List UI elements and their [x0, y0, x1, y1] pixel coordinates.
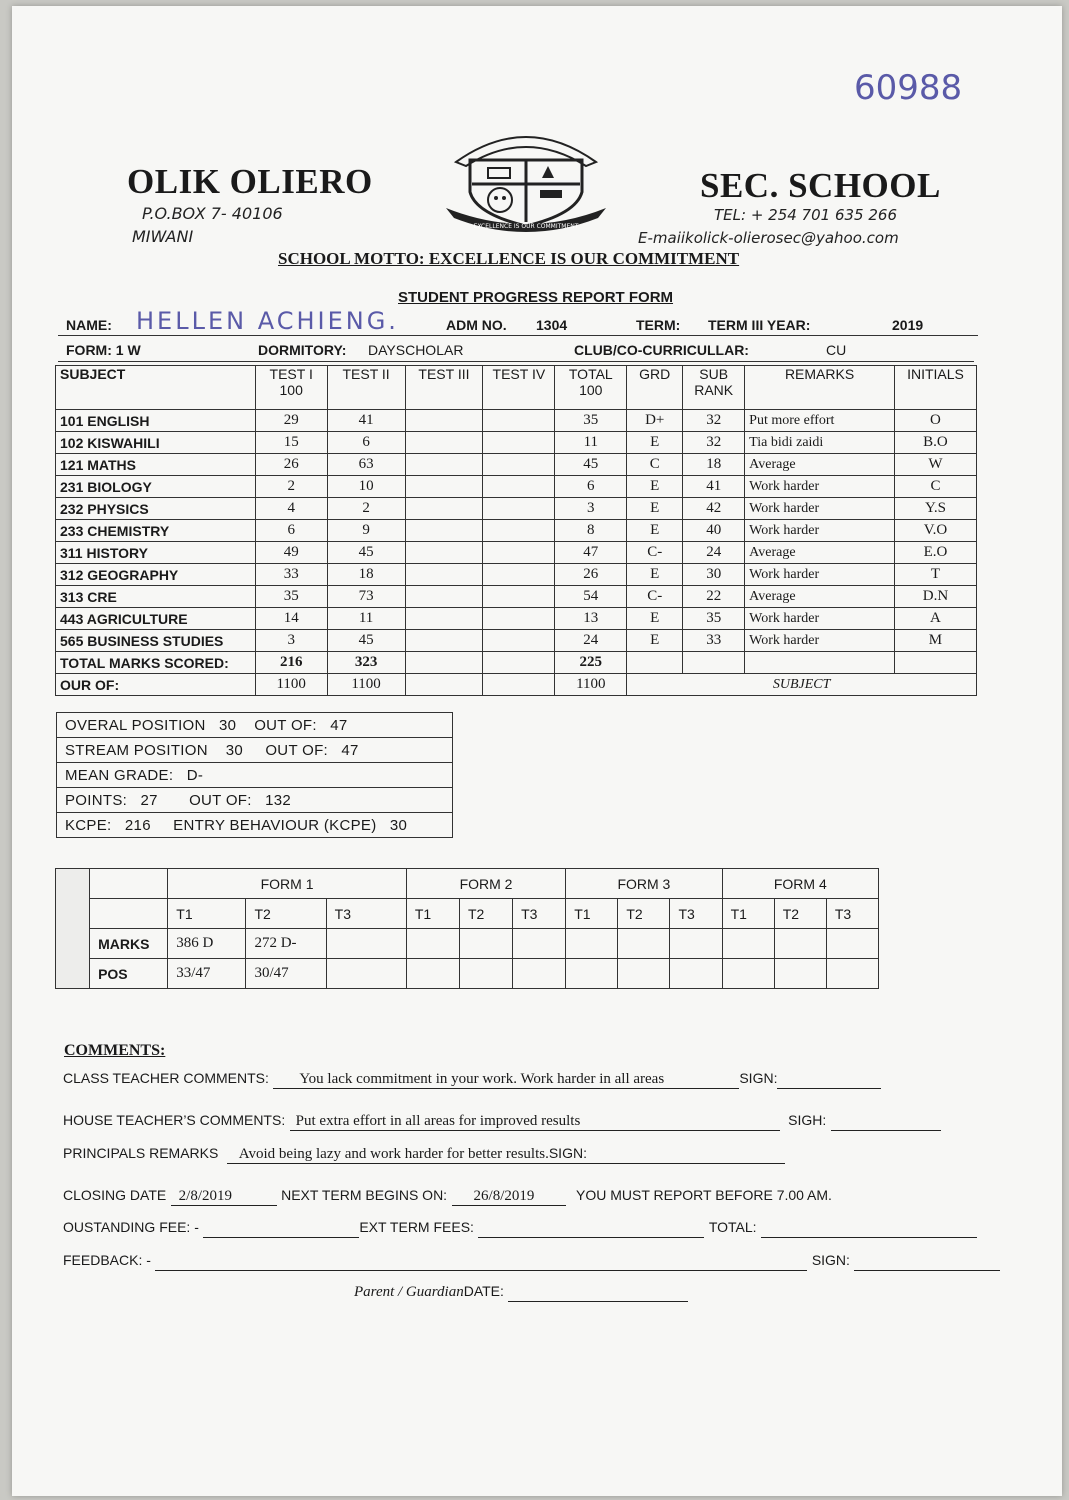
stream-position: STREAM POSITION 30 OUT OF: 47 — [57, 738, 453, 763]
table-row — [56, 542, 977, 564]
adm-label: ADM NO. — [446, 317, 507, 333]
class-teacher-label: CLASS TEACHER COMMENTS: — [63, 1070, 269, 1086]
initials-cell: E.O — [894, 542, 976, 564]
outof-label: OUR OF: — [56, 674, 256, 696]
term-header: T1 — [168, 899, 246, 929]
school-name-right: SEC. SCHOOL — [700, 166, 941, 205]
table-row — [56, 586, 977, 608]
points: POINTS: 27 OUT OF: 132 — [57, 788, 453, 813]
subject-cell: 313 CRE — [56, 586, 256, 608]
test4-cell — [483, 586, 555, 608]
test4-cell — [483, 454, 555, 476]
totals-label: TOTAL MARKS SCORED: — [56, 652, 256, 674]
totals-row — [56, 652, 977, 674]
test4-cell — [483, 432, 555, 454]
header-initials: INITIALS — [894, 366, 976, 410]
subject-cell: 311 HISTORY — [56, 542, 256, 564]
test2-cell: 45 — [327, 542, 405, 564]
outof-row — [56, 674, 977, 696]
test3-cell — [405, 542, 483, 564]
total-label: TOTAL: — [708, 1219, 757, 1235]
outof-total: 1100 — [555, 674, 627, 696]
house-teacher-comment: Put extra effort in all areas for improved results — [290, 1113, 780, 1131]
marks-table — [55, 365, 977, 696]
grade-cell: E — [627, 608, 683, 630]
subject-cell: 233 CHEMISTRY — [56, 520, 256, 542]
remarks-cell: Work harder — [745, 476, 895, 498]
remarks-cell: Work harder — [745, 564, 895, 586]
test2-cell: 2 — [327, 498, 405, 520]
feedback-sign: SIGN: — [811, 1252, 850, 1268]
term-header: T3 — [826, 899, 878, 929]
dates-row — [63, 1187, 1023, 1206]
test3-cell — [405, 432, 483, 454]
subject-cell: 443 AGRICULTURE — [56, 608, 256, 630]
subject-note: SUBJECT — [627, 674, 977, 696]
total-cell: 13 — [555, 608, 627, 630]
initials-cell: B.O — [894, 432, 976, 454]
rank-cell: 22 — [683, 586, 745, 608]
pos-label: POS — [90, 959, 168, 989]
house-teacher-label: HOUSE TEACHER’S COMMENTS: — [63, 1112, 286, 1128]
school-motto: SCHOOL MOTTO: EXCELLENCE IS OUR COMMITMENT — [278, 249, 740, 268]
pos-f1-t1: 33/47 — [168, 959, 246, 989]
initials-cell: T — [894, 564, 976, 586]
crest-motto: EXCELLENCE IS OUR COMMITMENT — [473, 223, 579, 230]
total-cell: 26 — [555, 564, 627, 586]
remarks-cell: Work harder — [745, 608, 895, 630]
test4-cell — [483, 608, 555, 630]
test2-cell: 10 — [327, 476, 405, 498]
comments-heading: COMMENTS: — [64, 1042, 166, 1059]
test2-cell: 63 — [327, 454, 405, 476]
initials-cell: C — [894, 476, 976, 498]
rank-cell: 30 — [683, 564, 745, 586]
totals-t1: 216 — [255, 652, 327, 674]
principal-row — [63, 1145, 1023, 1164]
email: E-maiikolick-olierosec@yahoo.com — [638, 229, 899, 247]
school-crest-logo — [436, 122, 616, 234]
term-header: T1 — [406, 899, 459, 929]
house-teacher-row — [63, 1112, 1043, 1131]
pos-f1-t2: 30/47 — [246, 959, 326, 989]
term-header: T1 — [566, 899, 618, 929]
test2-cell: 9 — [327, 520, 405, 542]
next-term-label: NEXT TERM BEGINS ON: — [281, 1187, 448, 1203]
history-table — [55, 868, 879, 989]
grade-cell: C- — [627, 542, 683, 564]
test1-cell: 14 — [255, 608, 327, 630]
position-box — [56, 712, 453, 838]
dorm-value: DAYSCHOLAR — [368, 342, 464, 358]
corner-number: 60988 — [854, 68, 963, 108]
table-row — [56, 454, 977, 476]
initials-cell: A — [894, 608, 976, 630]
test1-cell: 26 — [255, 454, 327, 476]
marks-f1-t1: 386 D — [168, 929, 246, 959]
name-label: NAME: — [66, 317, 112, 333]
club-label: CLUB/CO-CURRICULLAR: — [574, 342, 749, 358]
remarks-cell: Work harder — [745, 630, 895, 652]
grade-cell: E — [627, 498, 683, 520]
remarks-cell: Work harder — [745, 520, 895, 542]
rank-cell: 18 — [683, 454, 745, 476]
subject-cell: 121 MATHS — [56, 454, 256, 476]
test4-cell — [483, 564, 555, 586]
test3-cell — [405, 608, 483, 630]
rank-cell: 33 — [683, 630, 745, 652]
table-row — [56, 608, 977, 630]
student-info-row1 — [58, 309, 978, 336]
test3-cell — [405, 564, 483, 586]
test4-cell — [483, 542, 555, 564]
header-remarks: REMARKS — [745, 366, 895, 410]
feedback-label: FEEDBACK: - — [63, 1252, 151, 1268]
remarks-cell: Average — [745, 454, 895, 476]
term-header: T3 — [326, 899, 406, 929]
total-cell: 11 — [555, 432, 627, 454]
principal-label: PRINCIPALS REMARKS — [63, 1145, 219, 1161]
term-header: T2 — [246, 899, 326, 929]
table-header-row — [56, 366, 977, 410]
test3-cell — [405, 586, 483, 608]
total-cell: 45 — [555, 454, 627, 476]
address-line2: MIWANI — [132, 227, 194, 246]
grade-cell: E — [627, 630, 683, 652]
test1-cell: 4 — [255, 498, 327, 520]
marks-label: MARKS — [90, 929, 168, 959]
test1-cell: 3 — [255, 630, 327, 652]
header-subrank: SUB RANK — [683, 366, 745, 410]
rank-cell: 41 — [683, 476, 745, 498]
subject-cell: 312 GEOGRAPHY — [56, 564, 256, 586]
grade-cell: D+ — [627, 410, 683, 432]
initials-cell: O — [894, 410, 976, 432]
student-name: HELLEN ACHIENG. — [136, 307, 399, 335]
term-header: T3 — [513, 899, 566, 929]
class-teacher-comment: You lack commitment in your work. Work harder in all areas — [273, 1071, 739, 1089]
parent-row — [354, 1283, 774, 1302]
rank-cell: 32 — [683, 410, 745, 432]
remarks-cell: Work harder — [745, 498, 895, 520]
closing-label: CLOSING DATE — [63, 1187, 167, 1203]
form-title: STUDENT PROGRESS REPORT FORM — [398, 289, 674, 306]
header-grd: GRD — [627, 366, 683, 410]
test2-cell: 45 — [327, 630, 405, 652]
remarks-cell: Put more effort — [745, 410, 895, 432]
rank-cell: 24 — [683, 542, 745, 564]
rank-cell: 32 — [683, 432, 745, 454]
initials-cell: V.O — [894, 520, 976, 542]
test3-cell — [405, 454, 483, 476]
form3-header: FORM 3 — [566, 869, 722, 899]
totals-total: 225 — [555, 652, 627, 674]
rank-cell: 40 — [683, 520, 745, 542]
feedback-row — [63, 1252, 1023, 1271]
term-header: T2 — [774, 899, 826, 929]
dorm-label: DORMITORY: — [258, 342, 347, 358]
header-test3: TEST III — [405, 366, 483, 410]
overal-position: OVERAL POSITION 30 OUT OF: 47 — [57, 713, 453, 738]
test1-cell: 6 — [255, 520, 327, 542]
rank-cell: 35 — [683, 608, 745, 630]
test2-cell: 73 — [327, 586, 405, 608]
totals-t2: 323 — [327, 652, 405, 674]
school-name-left: OLIK OLIERO — [127, 162, 373, 201]
subject-cell: 232 PHYSICS — [56, 498, 256, 520]
initials-cell: Y.S — [894, 498, 976, 520]
report-paper — [12, 6, 1062, 1496]
house-teacher-sign: SIGH: — [788, 1112, 827, 1128]
subject-cell: 101 ENGLISH — [56, 410, 256, 432]
header-test4: TEST IV — [483, 366, 555, 410]
test3-cell — [405, 476, 483, 498]
report-note: YOU MUST REPORT BEFORE 7.00 AM. — [575, 1187, 832, 1203]
test4-cell — [483, 630, 555, 652]
table-row — [56, 520, 977, 542]
test4-cell — [483, 476, 555, 498]
total-cell: 54 — [555, 586, 627, 608]
marks-f1-t2: 272 D- — [246, 929, 326, 959]
test1-cell: 15 — [255, 432, 327, 454]
table-row — [56, 432, 977, 454]
mean-grade: MEAN GRADE: D- — [57, 763, 453, 788]
class-teacher-sign: SIGN: — [739, 1070, 778, 1086]
form1-header: FORM 1 — [168, 869, 407, 899]
header-subject: SUBJECT — [56, 366, 256, 410]
closing-date: 2/8/2019 — [171, 1188, 277, 1206]
kcpe: KCPE: 216 ENTRY BEHAVIOUR (KCPE) 30 — [57, 813, 453, 838]
year-value: 2019 — [892, 317, 924, 333]
table-row — [56, 476, 977, 498]
test4-cell — [483, 410, 555, 432]
outof-t2: 1100 — [327, 674, 405, 696]
form-label: FORM: 1 W — [66, 342, 141, 358]
subject-cell: 102 KISWAHILI — [56, 432, 256, 454]
fee-label: OUSTANDING FEE: - — [63, 1219, 199, 1235]
class-teacher-row — [63, 1070, 1023, 1089]
term-header: T3 — [670, 899, 722, 929]
table-row — [56, 564, 977, 586]
term-header: T2 — [459, 899, 512, 929]
ext-fee-label: EXT TERM FEES: — [359, 1219, 474, 1235]
test1-cell: 33 — [255, 564, 327, 586]
principal-comment: Avoid being lazy and work harder for better results. — [238, 1146, 549, 1162]
table-row — [56, 410, 977, 432]
test2-cell: 18 — [327, 564, 405, 586]
test2-cell: 41 — [327, 410, 405, 432]
remarks-cell: Average — [745, 586, 895, 608]
test2-cell: 11 — [327, 608, 405, 630]
form2-header: FORM 2 — [406, 869, 565, 899]
adm-value: 1304 — [536, 317, 568, 333]
term-label: TERM: — [636, 317, 681, 333]
header-test2: TEST II — [327, 366, 405, 410]
test1-cell: 35 — [255, 586, 327, 608]
rank-cell: 42 — [683, 498, 745, 520]
student-info-row2 — [58, 337, 974, 362]
outof-t1: 1100 — [255, 674, 327, 696]
test3-cell — [405, 498, 483, 520]
term-header: T1 — [722, 899, 774, 929]
test1-cell: 2 — [255, 476, 327, 498]
total-cell: 6 — [555, 476, 627, 498]
address-line1: P.O.BOX 7- 40106 — [142, 204, 283, 223]
form4-header: FORM 4 — [722, 869, 878, 899]
grade-cell: E — [627, 432, 683, 454]
principal-sign: SIGN: — [548, 1145, 587, 1161]
total-cell: 3 — [555, 498, 627, 520]
initials-cell: D.N — [894, 586, 976, 608]
total-cell: 47 — [555, 542, 627, 564]
header-total: TOTAL 100 — [555, 366, 627, 410]
table-row — [56, 498, 977, 520]
fees-row — [63, 1219, 1023, 1238]
remarks-cell: Tia bidi zaidi — [745, 432, 895, 454]
subject-cell: 231 BIOLOGY — [56, 476, 256, 498]
grade-cell: C- — [627, 586, 683, 608]
test3-cell — [405, 630, 483, 652]
club-value: CU — [826, 342, 847, 358]
test3-cell — [405, 410, 483, 432]
initials-cell: M — [894, 630, 976, 652]
grade-cell: E — [627, 564, 683, 586]
tel: TEL: + 254 701 635 266 — [714, 206, 897, 224]
test1-cell: 49 — [255, 542, 327, 564]
grade-cell: E — [627, 520, 683, 542]
test4-cell — [483, 520, 555, 542]
parent-label: Parent / Guardian — [354, 1284, 464, 1300]
subject-cell: 565 BUSINESS STUDIES — [56, 630, 256, 652]
test1-cell: 29 — [255, 410, 327, 432]
test2-cell: 6 — [327, 432, 405, 454]
grade-cell: E — [627, 476, 683, 498]
term-header: T2 — [618, 899, 670, 929]
test3-cell — [405, 520, 483, 542]
remarks-cell: Average — [745, 542, 895, 564]
total-cell: 24 — [555, 630, 627, 652]
next-term-date: 26/8/2019 — [452, 1188, 566, 1206]
test4-cell — [483, 498, 555, 520]
total-cell: 35 — [555, 410, 627, 432]
table-row — [56, 630, 977, 652]
date-label: DATE: — [463, 1283, 504, 1299]
term-value: TERM III YEAR: — [708, 317, 811, 333]
header-test1: TEST I 100 — [255, 366, 327, 410]
total-cell: 8 — [555, 520, 627, 542]
grade-cell: C — [627, 454, 683, 476]
initials-cell: W — [894, 454, 976, 476]
